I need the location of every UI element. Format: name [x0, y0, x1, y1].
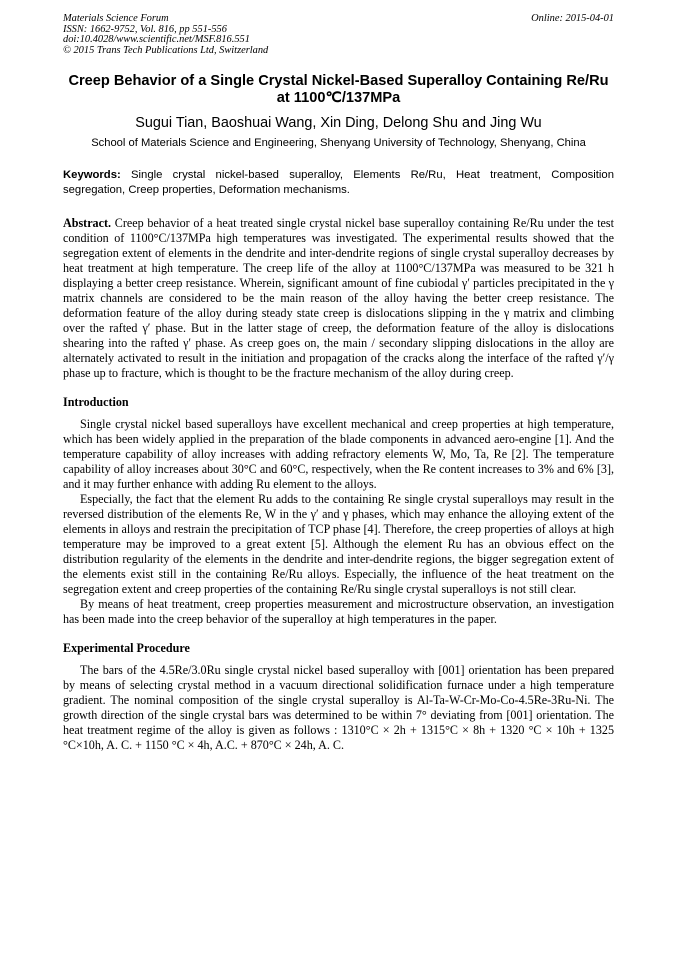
experimental-paragraph-1: The bars of the 4.5Re/3.0Ru single crystal nickel based superalloy with [001] orientation has been prepared by means of selecting crystal method in a vacuum directional solidification furnace under a high temperature gradient. The nominal composition of the single crystal superalloy is Al-Ta-W-Cr-Mo-Co-4.5Re-3Ru-Ni. The growth direction of the single crystal bars was determined to be within 7° deviating from [001] orientation. The heat treatment regime of the alloy is given as follows : 1310°C × 2h + 1315°C × 8h + 1320 °C × 10h + 1325 °C×10h, A. C. + 1150 °C × 4h, A.C. + 870°C × 24h, A. C.	[63, 663, 614, 753]
keywords	[63, 168, 614, 198]
copyright: © 2015 Trans Tech Publications Ltd, Switzerland	[63, 44, 269, 56]
section-heading-introduction: Introduction	[63, 395, 129, 410]
abstract-label: Abstract.	[63, 216, 112, 231]
paper-title: Creep Behavior of a Single Crystal Nickel-Based Superalloy Containing Re/Ru at 1100℃/137MPa	[68, 73, 609, 107]
intro-paragraph-3: By means of heat treatment, creep properties measurement and microstructure observation, an investigation has been made into the creep behavior of the superalloy at high temperatures in the paper.	[63, 597, 614, 627]
abstract-text: Creep behavior of a heat treated single crystal nickel base superalloy containing Re/Ru under the test condition of 1100°C/137MPa high temperatures was investigated. The experimental results showed that the segregation extent of elements in the dendrite and inter-dendrite regions of single crystal superalloy decreases by heat treatment at high temperature. The creep life of the alloy at 1100°C/137MPa was measured to be 321 h displaying a better creep resistance. Wherein, significant amount of fine cubiodal γ′ particles precipitated in the γ matrix channels are considered to be the main reason of the alloy having the better creep resistance. The deformation feature of the alloy during steady state creep is dislocations slipping in the γ matrix and climbing over the rafted γ′ phase. But in the latter stage of creep, the deformation feature of the alloy is dislocations shearing into the rafted γ′ phase. As creep goes on, the main / secondary slipping dislocations in the alloy are alternately activated to result in the initiation and propagation of the cracks along the interface of the rafted γ′/γ phase up to fracture, which is thought to be the fracture mechanism of the alloy during creep.	[63, 216, 614, 381]
intro-paragraph-2: Especially, the fact that the element Ru adds to the containing Re single crystal superalloys may result in the reversed distribution of the elements Re, W in the γ′ and γ phases, which may enhance the alloying extent of the elements in alloys and restrain the precipitation of TCP phase [4]. Therefore, the creep properties of alloys at high temperature may be improved to a great extent [5]. Although the element Ru has an obvious effect on the distribution regularity of the elements in the dendrite and inter-dendrite regions, the bigger segregation extent of the elements exist still in the containing Re/Ru alloys. Especially, the influence of the heat treatment on the segregation extent and creep properties of the containing Re/Ru single crystal superalloys is not still clear.	[63, 492, 614, 597]
paper-authors: Sugui Tian, Baoshuai Wang, Xin Ding, Delong Shu and Jing Wu	[135, 115, 542, 132]
paper-page	[63, 14, 614, 753]
intro-paragraph-1: Single crystal nickel based superalloys have excellent mechanical and creep properties at high temperature, which has been widely applied in the preparation of the blade components in advanced aero-engine [1]. And the temperature capability of alloy increases with adding refractory elements W, Mo, Ta, Re [2]. The temperature capability of alloy increases about 30°C and 60°C, respectively, when the Re content increases to 3% and 6% [3], and it may further enhance with adding Ru element to the alloys.	[63, 417, 614, 492]
online-date: Online: 2015-04-01	[531, 13, 614, 24]
issn-volume: ISSN: 1662-9752, Vol. 816, pp 551-556	[63, 23, 227, 35]
keywords-text: Single crystal nickel-based superalloy, Elements Re/Ru, Heat treatment, Composition segregation, Creep properties, Deformation mechanisms.	[63, 169, 614, 197]
affiliation: School of Materials Science and Engineering, Shenyang University of Technology, Shenyang, China	[91, 137, 586, 150]
doi: doi:10.4028/www.scientific.net/MSF.816.551	[63, 34, 250, 46]
abstract	[63, 216, 614, 381]
section-heading-experimental: Experimental Procedure	[63, 641, 190, 656]
journal-header	[63, 14, 614, 56]
journal-name: Materials Science Forum	[63, 13, 169, 24]
keywords-label: Keywords:	[63, 169, 121, 182]
